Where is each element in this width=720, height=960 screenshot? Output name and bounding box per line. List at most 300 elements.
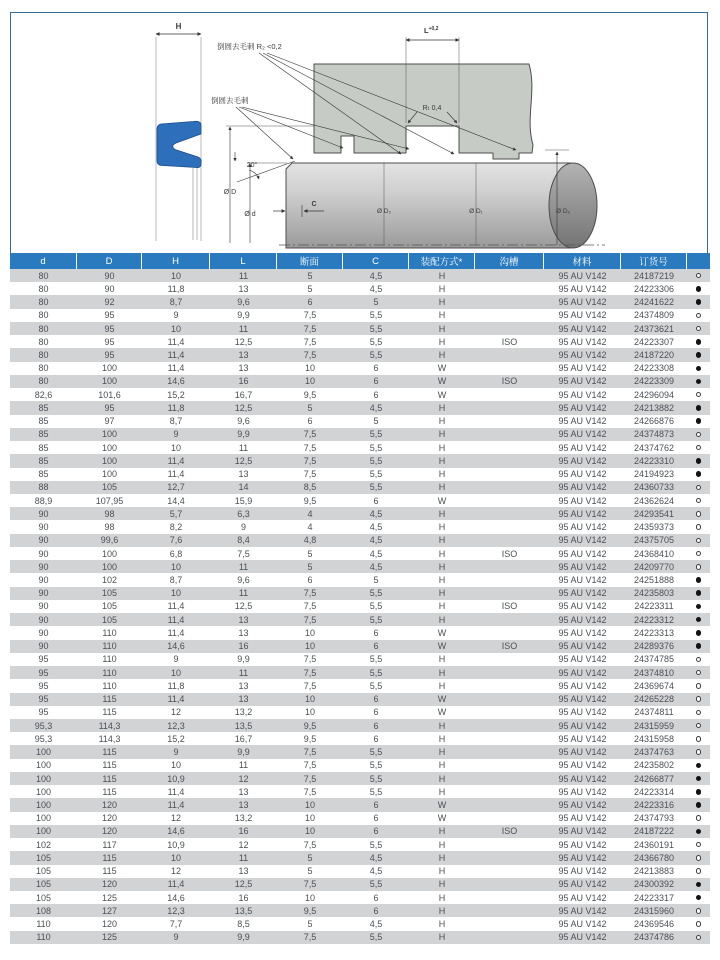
cell-H: 14,6 <box>167 826 185 837</box>
cell-C: 5,5 <box>369 601 383 612</box>
filled-circle-icon <box>696 802 702 808</box>
cell-material: 95 AU V142 <box>558 747 607 758</box>
cell-order_no: 24360191 <box>633 839 675 850</box>
cell-section: 5 <box>307 402 313 413</box>
table-row <box>10 838 710 851</box>
cell-d: 90 <box>38 522 49 533</box>
cell-mounting: H <box>438 310 446 321</box>
cell-d: 110 <box>36 932 51 943</box>
cell-order_no: 24369546 <box>633 919 675 930</box>
availability-cell <box>687 640 710 653</box>
cell-D: 98 <box>104 508 115 519</box>
cell-d: 95 <box>38 654 49 665</box>
cell-d: 100 <box>35 786 52 797</box>
cell-order_no: 24266876 <box>633 416 675 427</box>
cell-groove <box>475 282 544 295</box>
availability-cell <box>687 865 710 878</box>
cell-H: 11,4 <box>167 614 185 625</box>
cell-D: 100 <box>101 376 118 387</box>
cell-groove <box>475 891 544 904</box>
cell-section: 10 <box>304 813 315 824</box>
cell-D: 105 <box>101 588 118 599</box>
cell-material: 95 AU V142 <box>558 416 607 427</box>
availability-cell <box>687 560 710 573</box>
cell-section: 4,8 <box>303 535 317 546</box>
cell-mounting: H <box>438 932 446 943</box>
cell-order_no: 24223317 <box>633 892 675 903</box>
cell-order_no: 24223308 <box>633 363 675 374</box>
cell-C: 4,5 <box>369 919 383 930</box>
open-circle-icon <box>696 723 702 729</box>
cell-material: 95 AU V142 <box>558 270 607 281</box>
cell-section: 7,5 <box>303 747 317 758</box>
cell-L: 13 <box>238 283 249 294</box>
cell-order_no: 24366780 <box>633 852 675 863</box>
cell-H: 10,9 <box>167 839 185 850</box>
cell-groove <box>475 428 544 441</box>
cell-D: 95 <box>104 402 115 413</box>
cell-H: 10,9 <box>167 773 185 784</box>
availability-cell <box>687 732 710 745</box>
dimension-dia-d <box>244 163 287 243</box>
cell-material: 95 AU V142 <box>558 627 607 638</box>
cell-C: 4,5 <box>369 522 383 533</box>
open-circle-icon <box>696 696 702 702</box>
open-circle-icon <box>696 445 702 451</box>
open-circle-icon <box>696 855 702 861</box>
cell-mounting: W <box>437 363 447 374</box>
cell-groove <box>475 322 544 335</box>
table-row <box>10 891 710 904</box>
cell-order_no: 24187222 <box>633 826 675 837</box>
cell-mounting: W <box>437 495 447 506</box>
cell-C: 6 <box>373 389 379 400</box>
open-circle-icon <box>696 736 702 742</box>
cell-groove <box>475 917 544 930</box>
cell-H: 7,6 <box>169 535 183 546</box>
cell-C: 5,5 <box>369 350 383 361</box>
cell-L: 12,5 <box>234 402 253 413</box>
cell-D: 120 <box>101 826 118 837</box>
cell-material: 95 AU V142 <box>558 482 607 493</box>
cell-order_no: 24223316 <box>633 799 675 810</box>
open-circle-icon <box>696 749 702 755</box>
table-row <box>10 282 710 295</box>
cell-order_no: 24362624 <box>633 495 675 506</box>
cell-d: 80 <box>38 376 49 387</box>
cell-mounting: H <box>438 879 446 890</box>
cell-mounting: H <box>438 270 446 281</box>
cell-groove <box>475 573 544 586</box>
cell-D: 115 <box>102 786 117 797</box>
cell-C: 5,5 <box>369 932 383 943</box>
cell-L: 13,5 <box>234 720 253 731</box>
cell-mounting: H <box>438 508 446 519</box>
open-circle-icon <box>696 921 702 927</box>
table-row <box>10 295 710 308</box>
filled-circle-icon <box>696 895 702 901</box>
cell-d: 95 <box>38 707 49 718</box>
cell-C: 6 <box>373 799 379 810</box>
cell-section: 7,5 <box>303 455 317 466</box>
cell-order_no: 24374763 <box>633 747 675 758</box>
table-row <box>10 560 710 573</box>
cell-H: 9 <box>173 932 179 943</box>
cell-L: 13 <box>238 799 249 810</box>
cell-material: 95 AU V142 <box>558 522 607 533</box>
open-circle-icon <box>696 683 702 689</box>
cell-section: 10 <box>304 799 315 810</box>
cell-mounting: H <box>438 575 446 585</box>
cell-mounting: H <box>438 839 446 850</box>
cell-section: 7,5 <box>303 469 317 480</box>
cell-section: 7,5 <box>303 667 317 678</box>
availability-cell <box>687 309 710 322</box>
filled-circle-icon <box>696 379 702 385</box>
cell-d: 105 <box>35 852 52 863</box>
cell-order_no: 24223306 <box>633 283 675 294</box>
cell-order_no: 24223314 <box>633 786 675 797</box>
cell-d: 95 <box>38 680 49 691</box>
cell-order_no: 24374785 <box>633 654 675 665</box>
filled-circle-icon <box>696 604 702 610</box>
cell-C: 4,5 <box>369 270 383 281</box>
cell-d: 85 <box>38 416 49 427</box>
cell-groove <box>475 732 544 745</box>
table-row <box>10 415 710 428</box>
cell-d: 80 <box>38 350 49 361</box>
table-row <box>10 600 710 613</box>
cell-L: 13,2 <box>234 813 253 824</box>
availability-cell <box>687 600 710 613</box>
filled-circle-icon <box>696 286 702 292</box>
cell-C: 6 <box>373 707 379 718</box>
table-row <box>10 441 710 454</box>
label-dia-d: Ø d <box>244 211 256 218</box>
cell-H: 11,8 <box>167 680 185 691</box>
open-circle-icon <box>696 326 702 332</box>
cell-L: 13 <box>238 469 249 480</box>
cell-L: 13 <box>238 786 249 797</box>
cell-d: 90 <box>38 588 49 599</box>
cell-D: 115 <box>102 760 117 771</box>
cell-section: 4 <box>307 522 313 533</box>
header-cell: D <box>77 253 142 269</box>
header-cell: 订货号 <box>621 253 687 269</box>
cell-order_no: 24374810 <box>633 667 675 678</box>
cell-d: 80 <box>38 297 49 308</box>
cell-H: 10 <box>170 667 181 678</box>
cell-groove <box>475 653 544 666</box>
cell-L: 9,9 <box>237 429 250 440</box>
cell-L: 13 <box>238 614 249 625</box>
cell-H: 11,8 <box>167 402 185 413</box>
open-circle-icon <box>696 935 702 941</box>
cell-d: 102 <box>35 839 52 850</box>
cell-mounting: H <box>438 283 446 294</box>
cell-material: 95 AU V142 <box>558 919 607 930</box>
cell-L: 16 <box>238 376 249 387</box>
cell-D: 110 <box>102 667 117 678</box>
cell-d: 110 <box>36 919 51 930</box>
cell-groove <box>475 401 544 414</box>
cell-groove <box>475 388 544 401</box>
availability-cell <box>687 904 710 917</box>
cell-L: 9,9 <box>237 932 250 943</box>
availability-cell <box>687 282 710 295</box>
cell-order_no: 24373621 <box>633 323 675 334</box>
cell-material: 95 AU V142 <box>558 905 607 916</box>
cell-d: 100 <box>35 826 52 837</box>
cell-H: 12 <box>170 707 181 718</box>
cell-section: 9,5 <box>303 389 317 400</box>
cell-section: 5 <box>307 866 313 877</box>
cell-H: 9 <box>173 429 179 440</box>
table-row <box>10 693 710 706</box>
availability-cell <box>687 454 710 467</box>
cell-C: 4,5 <box>369 866 383 877</box>
cell-mounting: H <box>438 680 446 691</box>
cell-L: 9,6 <box>237 575 250 585</box>
cell-C: 5,5 <box>369 747 383 758</box>
open-circle-icon <box>696 538 702 544</box>
cell-mounting: H <box>438 667 446 678</box>
cell-groove <box>475 468 544 481</box>
label-dia-D2-right: Ø D₂ <box>555 208 571 215</box>
table-row <box>10 931 710 944</box>
filled-circle-icon <box>696 776 702 782</box>
cell-material: 95 AU V142 <box>558 892 607 903</box>
cell-C: 5,5 <box>369 786 383 797</box>
cell-C: 6 <box>373 641 379 652</box>
cell-D: 100 <box>101 442 118 453</box>
rod <box>286 163 571 248</box>
availability-cell <box>687 798 710 811</box>
cell-order_no: 24374873 <box>633 429 675 440</box>
availability-cell <box>687 573 710 586</box>
cell-mounting: H <box>438 588 446 599</box>
table-row <box>10 468 710 481</box>
cell-C: 4,5 <box>369 508 383 519</box>
cell-H: 12 <box>170 866 181 877</box>
cell-order_no: 24374762 <box>633 442 675 453</box>
cell-material: 95 AU V142 <box>558 813 607 824</box>
cell-C: 6 <box>373 376 379 387</box>
availability-cell <box>687 587 710 600</box>
cell-H: 11,4 <box>167 350 185 361</box>
cell-section: 8,5 <box>303 482 317 493</box>
cell-L: 13 <box>238 866 249 877</box>
cell-D: 102 <box>101 575 118 585</box>
cell-groove: ISO <box>501 601 518 612</box>
cell-d: 90 <box>38 614 49 625</box>
cell-material: 95 AU V142 <box>558 535 607 546</box>
cell-groove <box>475 613 544 626</box>
cell-mounting: H <box>438 919 446 930</box>
open-circle-icon <box>696 710 702 716</box>
table-row <box>10 322 710 335</box>
table-row <box>10 679 710 692</box>
cell-L: 14 <box>238 482 249 493</box>
cell-section: 6 <box>307 575 313 585</box>
filled-circle-icon <box>696 405 702 411</box>
cell-d: 85 <box>38 469 49 480</box>
availability-cell <box>687 468 710 481</box>
cell-L: 13,5 <box>234 905 253 916</box>
cell-order_no: 24315958 <box>633 733 675 744</box>
cell-L: 16,7 <box>234 733 253 744</box>
cell-d: 90 <box>38 627 49 638</box>
cell-order_no: 24194923 <box>633 469 675 480</box>
cell-groove <box>475 295 544 308</box>
cell-mounting: W <box>437 641 447 652</box>
cell-section: 7,5 <box>303 680 317 691</box>
cell-order_no: 24235803 <box>633 588 675 599</box>
cell-order_no: 24223309 <box>633 376 675 387</box>
cell-L: 9,6 <box>237 297 250 308</box>
cell-section: 7,5 <box>303 336 317 347</box>
cell-H: 10 <box>170 561 181 572</box>
cell-section: 9,5 <box>303 720 317 731</box>
cell-H: 11,4 <box>167 694 185 705</box>
cell-order_no: 24300392 <box>633 879 675 890</box>
open-circle-icon <box>696 498 702 504</box>
cell-d: 105 <box>35 866 52 877</box>
cell-C: 6 <box>373 813 379 824</box>
table-row <box>10 878 710 891</box>
table-row <box>10 454 710 467</box>
cell-d: 80 <box>38 283 49 294</box>
cell-D: 105 <box>101 614 118 625</box>
cell-order_no: 24223307 <box>633 336 675 347</box>
open-circle-icon <box>696 273 702 279</box>
cell-L: 9 <box>240 522 246 533</box>
cell-groove <box>475 693 544 706</box>
cell-section: 9,5 <box>303 905 317 916</box>
cell-material: 95 AU V142 <box>558 429 607 440</box>
open-circle-icon <box>696 564 702 570</box>
filled-circle-icon <box>696 352 702 358</box>
seal-profile <box>157 121 201 167</box>
cell-mounting: H <box>438 760 446 771</box>
cell-mounting: W <box>437 376 447 387</box>
header-cell: H <box>142 253 210 269</box>
table-row <box>10 904 710 917</box>
cell-material: 95 AU V142 <box>558 680 607 691</box>
cell-D: 120 <box>101 813 118 824</box>
cell-H: 10 <box>170 588 181 599</box>
cell-order_no: 24374809 <box>633 310 675 321</box>
table-row <box>10 825 710 838</box>
table-body <box>10 269 710 944</box>
label-rt: Rₜ 0,4 <box>422 105 442 112</box>
cell-material: 95 AU V142 <box>558 733 607 744</box>
table-row <box>10 481 710 494</box>
cell-groove <box>475 362 544 375</box>
cell-section: 10 <box>304 694 315 705</box>
cell-L: 12,5 <box>234 455 253 466</box>
filled-circle-icon <box>696 339 702 345</box>
cell-C: 5,5 <box>369 455 383 466</box>
rod-end-cap <box>549 163 597 248</box>
cell-mounting: H <box>438 654 446 665</box>
cell-H: 8,7 <box>169 297 183 308</box>
cell-mounting: H <box>438 614 446 625</box>
cell-D: 120 <box>101 919 118 930</box>
cell-material: 95 AU V142 <box>558 852 607 863</box>
cell-L: 16 <box>238 892 249 903</box>
header-cell: 装配方式* <box>409 253 475 269</box>
table-row <box>10 375 710 388</box>
cell-section: 7,5 <box>303 601 317 612</box>
cell-section: 10 <box>304 376 315 387</box>
table-row <box>10 719 710 732</box>
cell-L: 11 <box>238 667 249 678</box>
cell-H: 6,8 <box>169 548 183 559</box>
header-cell <box>687 253 710 269</box>
cell-D: 105 <box>101 482 118 493</box>
availability-cell <box>687 547 710 560</box>
cell-C: 5,5 <box>369 336 383 347</box>
table-row <box>10 613 710 626</box>
cell-C: 6 <box>373 892 379 903</box>
cell-L: 12,5 <box>234 879 253 890</box>
cell-mounting: H <box>438 548 446 559</box>
cell-groove <box>475 494 544 507</box>
availability-cell <box>687 745 710 758</box>
cell-mounting: W <box>437 627 447 638</box>
cell-order_no: 24213882 <box>633 402 675 413</box>
cell-mounting: H <box>438 786 446 797</box>
table-row <box>10 362 710 375</box>
cell-D: 115 <box>102 707 117 718</box>
cell-material: 95 AU V142 <box>558 389 607 400</box>
cell-order_no: 24241622 <box>633 297 675 308</box>
cell-d: 80 <box>38 363 49 374</box>
cell-L: 9,9 <box>237 747 250 758</box>
cell-L: 11 <box>238 270 249 281</box>
cell-mounting: W <box>437 389 447 400</box>
cell-section: 7,5 <box>303 442 317 453</box>
cell-material: 95 AU V142 <box>558 879 607 890</box>
cell-groove <box>475 534 544 547</box>
availability-cell <box>687 269 710 282</box>
cell-D: 114,3 <box>98 720 121 731</box>
cell-L: 16 <box>238 826 249 837</box>
cell-mounting: H <box>438 455 446 466</box>
cell-section: 7,5 <box>303 654 317 665</box>
cell-d: 105 <box>35 879 52 890</box>
cell-D: 97 <box>104 416 115 427</box>
availability-cell <box>687 825 710 838</box>
diagram-frame <box>10 12 708 253</box>
cell-d: 85 <box>38 442 49 453</box>
availability-cell <box>687 719 710 732</box>
filled-circle-icon <box>696 590 702 596</box>
cell-section: 9,5 <box>303 733 317 744</box>
cell-C: 5,5 <box>369 680 383 691</box>
cell-order_no: 24213883 <box>633 866 675 877</box>
availability-cell <box>687 401 710 414</box>
cell-order_no: 24315959 <box>633 720 675 731</box>
cell-H: 7,7 <box>169 919 183 930</box>
filled-circle-icon <box>696 299 702 305</box>
table-row <box>10 653 710 666</box>
cell-order_no: 24223313 <box>633 627 675 638</box>
cell-section: 10 <box>304 826 315 837</box>
cell-material: 95 AU V142 <box>558 641 607 652</box>
cell-L: 6,3 <box>237 508 250 519</box>
